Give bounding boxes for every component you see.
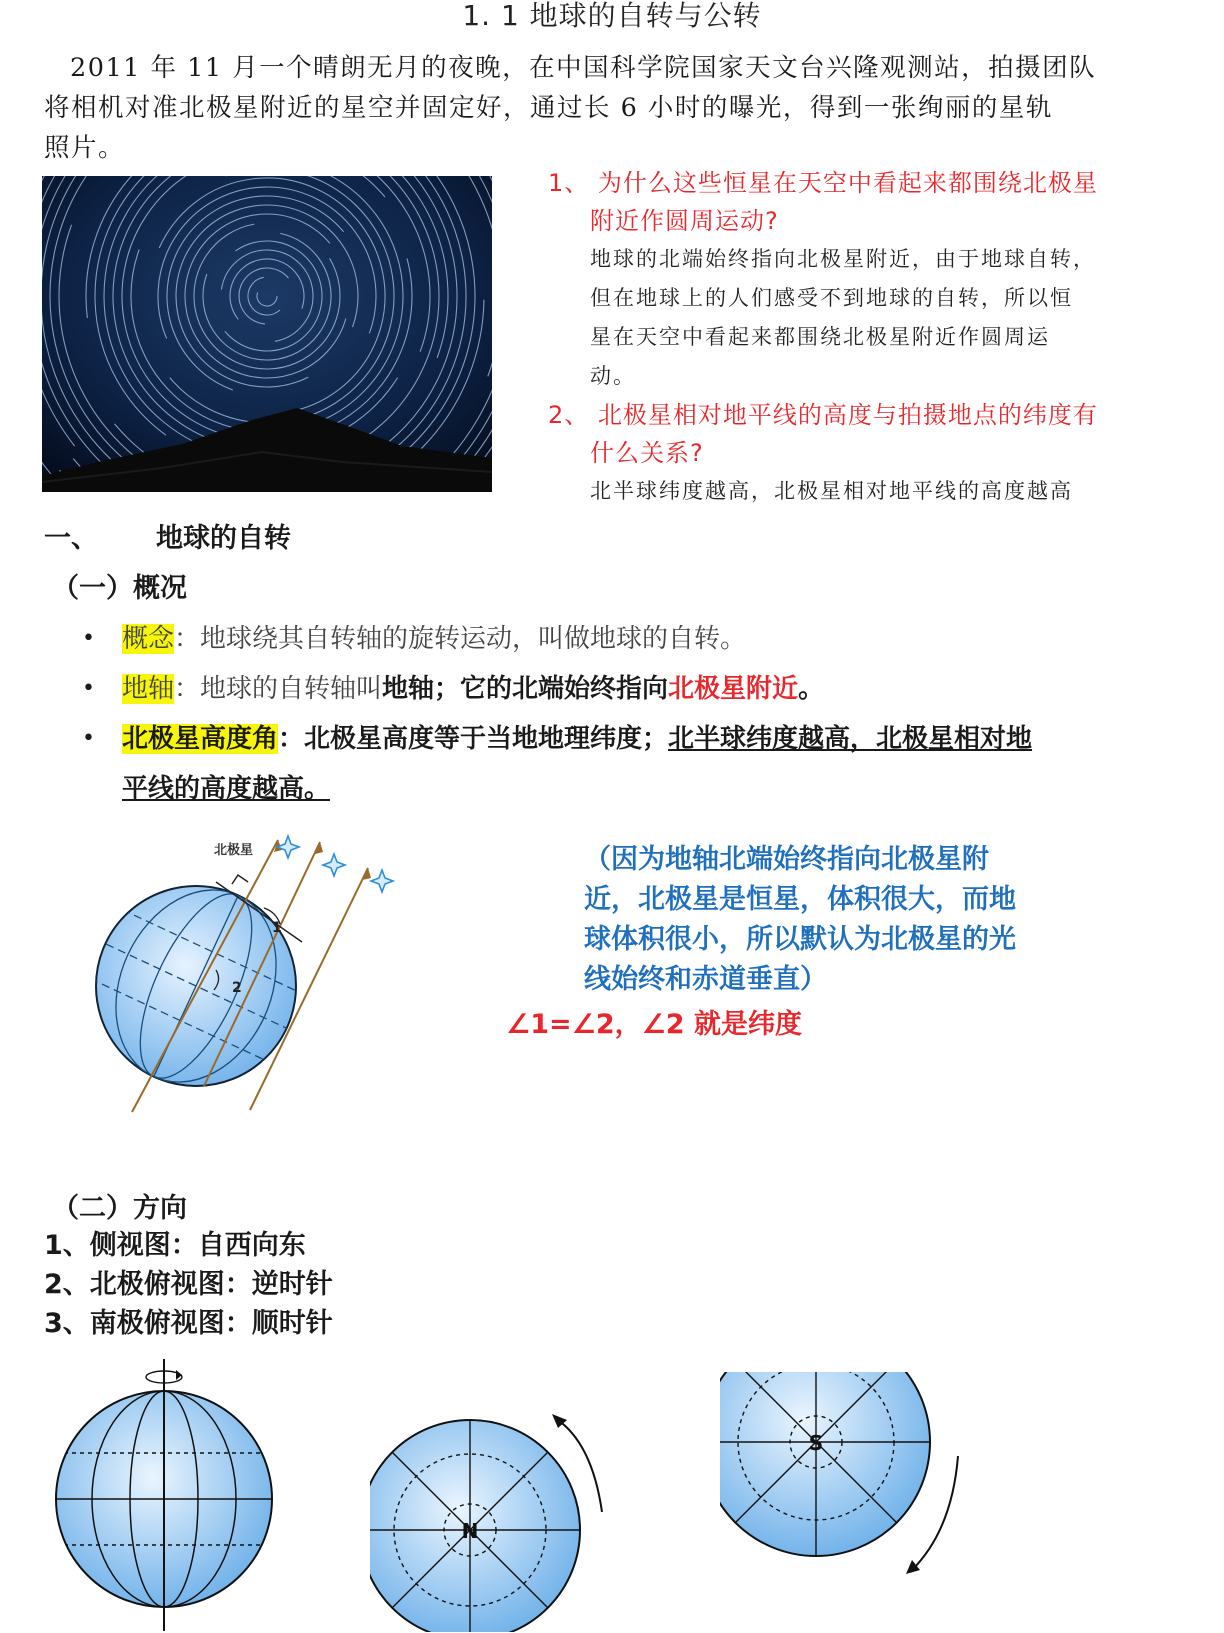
intro-line-2: 将相机对准北极星附近的星空并固定好，通过长 6 小时的曝光，得到一张绚丽的星轨 (44, 93, 1053, 123)
star-trail-photo (42, 176, 492, 492)
direction-list (44, 1226, 333, 1343)
north-pole-top-view (370, 1370, 640, 1632)
intro-paragraph (44, 48, 1194, 168)
south-label: S (808, 1431, 824, 1455)
overview-bullets (78, 614, 1198, 814)
polaris-label: 北极星 (214, 843, 254, 858)
answer-1: 地球的北端始终指向北极星附近，由于地球自转， 但在地球上的人们感受不到地球的自转，所以恒 星在天空中看起来都围绕北极星附近作圆周运 动。 (590, 247, 1096, 388)
section-heading: 一、 地球的自转 (44, 523, 291, 554)
subsection-overview-heading: （一）概况 (52, 573, 187, 604)
north-label: N (461, 1519, 479, 1543)
direction-item: 3、南极俯视图：顺时针 (44, 1308, 333, 1339)
bullet-concept: • 概念：地球绕其自转轴的旋转运动，叫做地球的自转。 (82, 624, 747, 654)
bullet-polaris-altitude: • 北极星高度角：北极星高度等于当地地理纬度；北半球纬度越高，北极星相对地 平线的高度越高。 (82, 724, 1033, 804)
answer-2: 北半球纬度越高，北极星相对地平线的高度越高 (590, 479, 1073, 503)
page-title: 1. 1 地球的自转与公转 (462, 0, 762, 32)
bullet-axis: • 地轴：地球的自转轴叫地轴；它的北端始终指向北极星附近。 (82, 674, 825, 704)
angle-equation: ∠1=∠2，∠2 就是纬度 (506, 1009, 802, 1040)
question-1: 1、 为什么这些恒星在天空中看起来都围绕北极星 附近作圆周运动? (548, 169, 1098, 235)
polaris-latitude-diagram (44, 820, 424, 1170)
angle-2-label: 2 (232, 980, 242, 996)
question-2: 2、 北极星相对地平线的高度与拍摄地点的纬度有 什么关系? (548, 401, 1098, 467)
direction-item: 2、北极俯视图：逆时针 (44, 1269, 333, 1300)
side-view-globe (48, 1355, 288, 1633)
intro-line-1: 2011 年 11 月一个晴朗无月的夜晚，在中国科学院国家天文台兴隆观测站，拍摄团队 (70, 53, 1097, 83)
explanation-note: （因为地轴北端始终指向北极星附 近，北极星是恒星，体积很大，而地 球体积很小，所以默认为北极星的光 线始终和赤道垂直） (584, 844, 1016, 995)
intro-line-3: 照片。 (44, 133, 126, 163)
angle-1-label: 1 (272, 920, 282, 936)
question-answer-block (548, 164, 1168, 511)
direction-item: 1、侧视图：自西向东 (44, 1230, 306, 1261)
subsection-direction-heading: （二）方向 (52, 1193, 187, 1224)
south-pole-top-view (720, 1372, 1010, 1630)
